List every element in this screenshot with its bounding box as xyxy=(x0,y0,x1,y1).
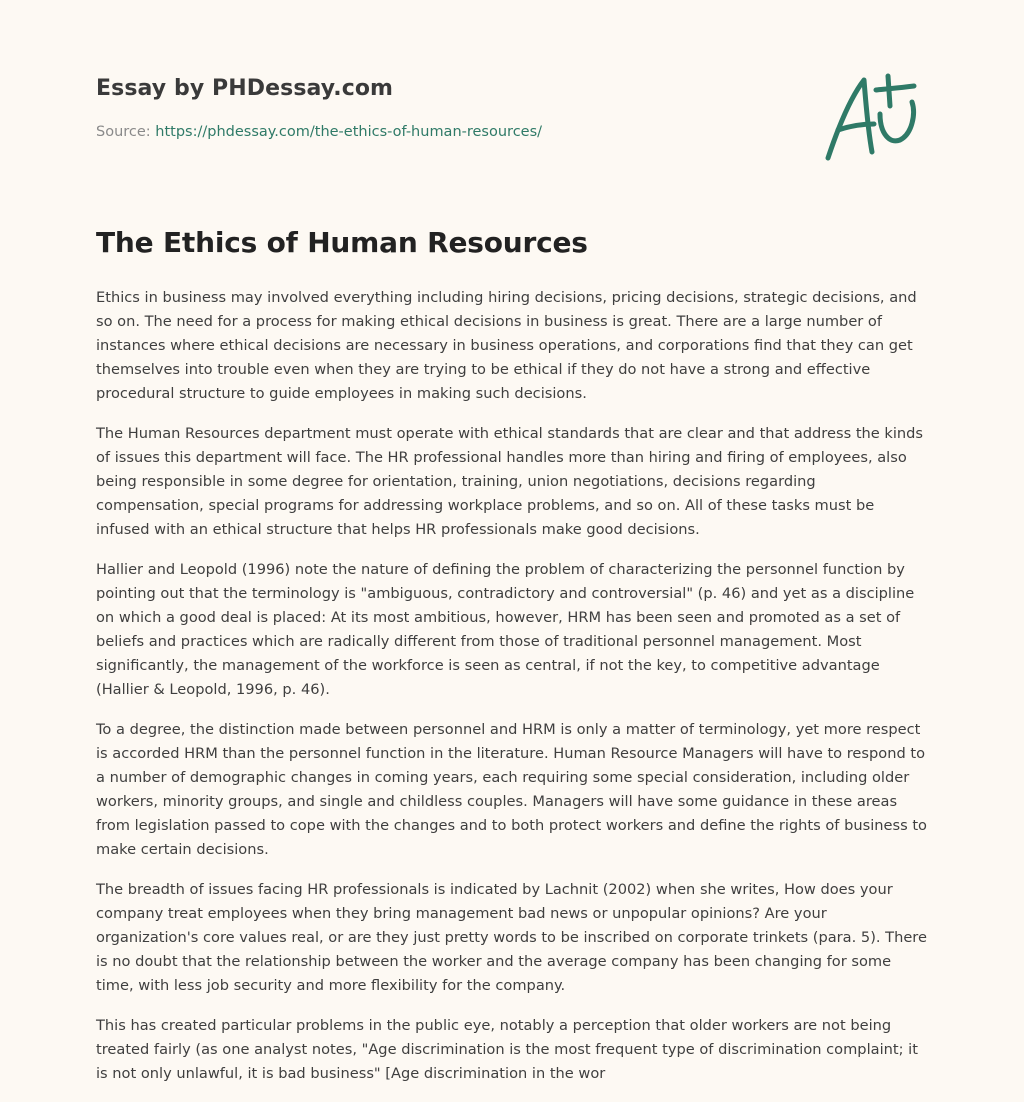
article-title: The Ethics of Human Resources xyxy=(96,226,588,259)
article-paragraph: Hallier and Leopold (1996) note the nature of defining the problem of characterizing the personnel function by pointing out that the terminology is "ambiguous, contradictory and controversial" (p. 46) and yet as a discipline on which a good deal is placed: At its most ambitious, however, HRM has been seen and promoted as a set of beliefs and practices which are radically different from those of traditional personnel management. Most significantly, the management of the workforce is seen as central, if not the key, to competitive advantage (Hallier & Leopold, 1996, p. 46). xyxy=(96,561,915,698)
source-link[interactable]: https://phdessay.com/the-ethics-of-human-resources/ xyxy=(155,124,543,140)
article-paragraph: The Human Resources department must operate with ethical standards that are clear and that address the kinds of issues this department will face. The HR professional handles more than hiring and firing of employees, also being responsible in some degree for orientation, training, union negotiations, decisions regarding compensation, special programs for addressing workplace problems, and so on. All of these tasks must be infused with an ethical structure that helps HR professionals make good decisions. xyxy=(96,425,924,538)
article-paragraph: The breadth of issues facing HR professionals is indicated by Lachnit (2002) when she writes, How does your company treat employees when they bring management bad news or unpopular opinions? Are your organization's core values real, or are they just pretty words to be inscribed on corporate trinkets (para. 5). There is no doubt that the relationship between the worker and the average company has been changing for some time, with less job security and more flexibility for the company. xyxy=(96,881,927,994)
essay-page xyxy=(96,0,928,1082)
article-paragraph: To a degree, the distinction made between personnel and HRM is only a matter of terminology, yet more respect is accorded HRM than the personnel function in the literature. Human Resource Managers will have to respond to a number of demographic changes in coming years, each requiring some special consideration, including older workers, minority groups, and single and childless couples. Managers will have some guidance in these areas from legislation passed to cope with the changes and to both protect workers and define the rights of business to make certain decisions. xyxy=(96,721,927,858)
page-header xyxy=(96,0,928,210)
article-body xyxy=(96,286,928,1102)
site-brand: Essay by PHDessay.com xyxy=(96,76,394,101)
source-label: Source: xyxy=(96,124,156,140)
source-line xyxy=(96,124,542,140)
article-paragraph: Ethics in business may involved everything including hiring decisions, pricing decisions, strategic decisions, and so on. The need for a process for making ethical decisions in business is great. There are a large number of instances where ethical decisions are necessary in business operations, and corporations find that they can get themselves into trouble even when they are trying to be ethical if they do not have a strong and effective procedural structure to guide employees in making such decisions. xyxy=(96,289,917,402)
a-plus-logo-icon xyxy=(820,68,924,164)
article-paragraph: This has created particular problems in the public eye, notably a perception that older workers are not being treated fairly (as one analyst notes, "Age discrimination is the most frequent type of discrimination complaint; it is not only unlawful, it is bad business" [Age discrimination in the wor xyxy=(96,1017,918,1082)
